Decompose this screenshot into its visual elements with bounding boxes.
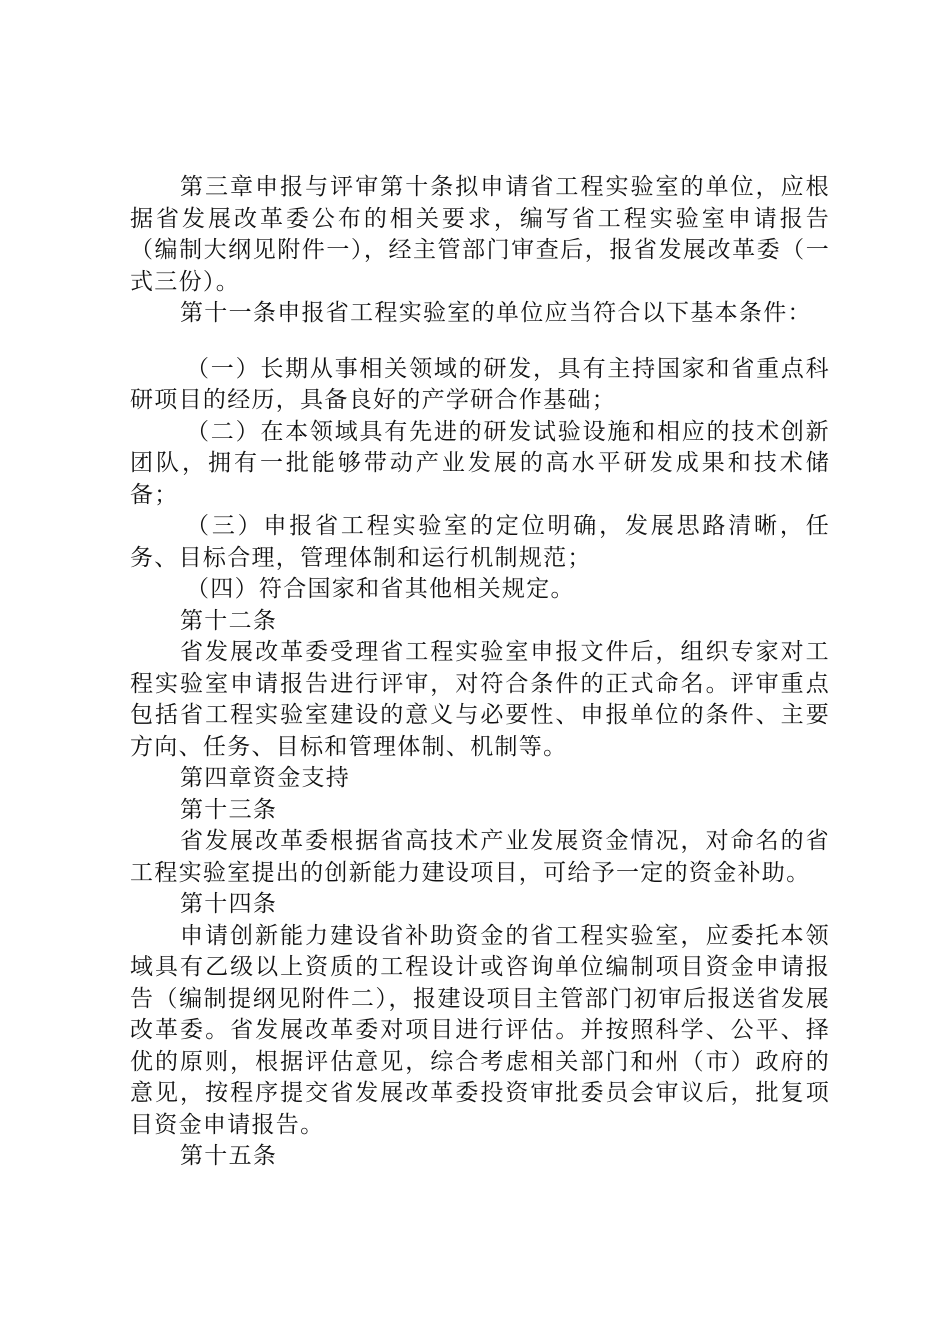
paragraph-article11: 第十一条申报省工程实验室的单位应当符合以下基本条件： [180,300,812,326]
article-13-heading: 第十三条 [180,796,278,823]
article-14-heading: 第十四条 [180,891,278,917]
document-body [130,172,830,1173]
list-item-condition-2: （二）在本领域具有先进的研发试验设施和相应的技术创新团队，拥有一批能够带动产业发展的高水平研发成果和技术储备； [130,418,830,508]
article-12-heading: 第十二条 [180,607,278,634]
chapter-4-heading: 第四章资金支持 [180,765,351,791]
paragraph-article13-body: 省发展改革委根据省高技术产业发展资金情况，对命名的省工程实验室提出的创新能力建设项目，可给予一定的资金补助。 [130,828,830,886]
paragraph-gap [130,330,830,354]
list-item-condition-4: （四）符合国家和省其他相关规定。 [186,576,575,602]
paragraph-article12-body: 省发展改革委受理省工程实验室申报文件后，组织专家对工程实验室申请报告进行评审，对符合条件的正式命名。评审重点包括省工程实验室建设的意义与必要性、申报单位的条件、主要方向、任务、目标和管理体制、机制等。 [130,639,830,760]
list-item-condition-1: （一）长期从事相关领域的研发，具有主持国家和省重点科研项目的经历，具备良好的产学研合作基础； [130,355,830,413]
paragraph-article14-body: 申请创新能力建设省补助资金的省工程实验室，应委托本领域具有乙级以上资质的工程设计或咨询单位编制项目资金申请报告（编制提纲见附件二），报建设项目主管部门初审后报送省发展改革委。省发展改革委对项目进行评估。并按照科学、公平、择优的原则，根据评估意见，综合考虑相关部门和州（市）政府的意见，按程序提交省发展改革委投资审批委员会审议后，批复项目资金申请报告。 [130,922,830,1138]
article-15-heading: 第十五条 [180,1143,278,1169]
list-item-condition-3: （三）申报省工程实验室的定位明确，发展思路清晰，任务、目标合理，管理体制和运行机制规范； [130,513,830,571]
paragraph-chapter3-article10: 第三章申报与评审第十条拟申请省工程实验室的单位，应根据省发展改革委公布的相关要求，编写省工程实验室申请报告（编制大纲见附件一），经主管部门审查后，报省发展改革委（一式三份）。 [130,174,830,295]
